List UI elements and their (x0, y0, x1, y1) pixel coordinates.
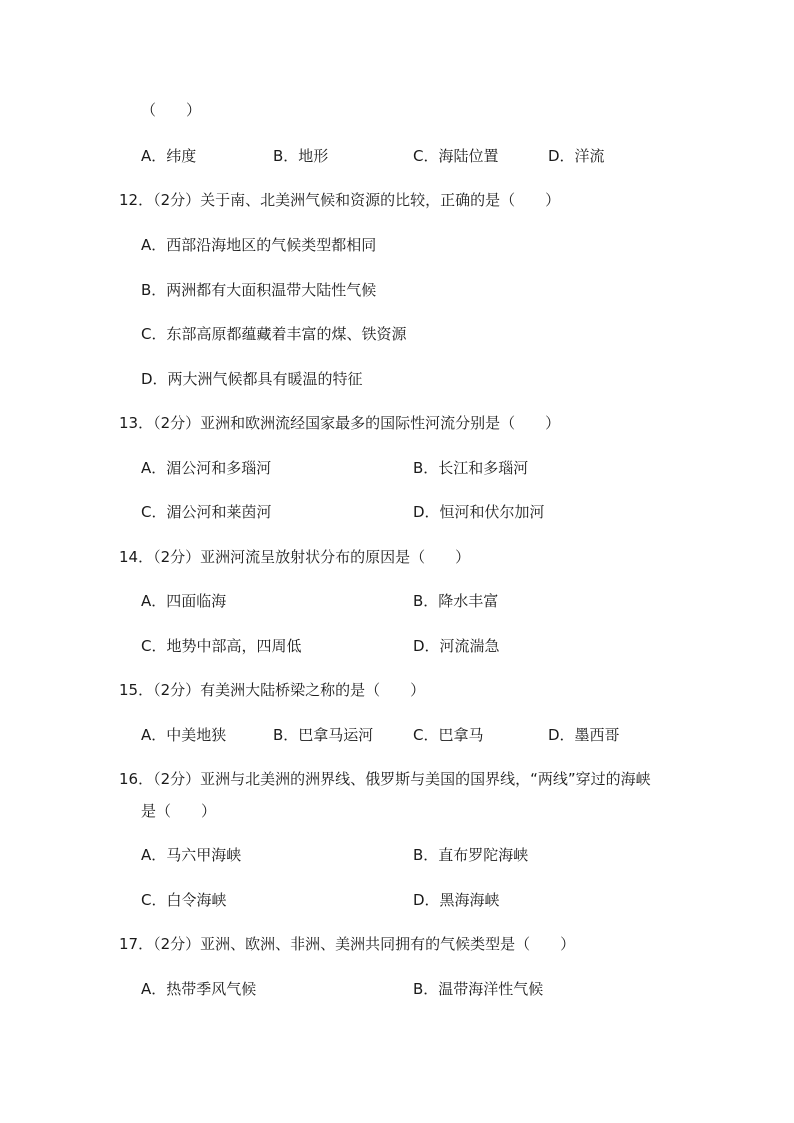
q13-stem: 13．（2分）亚洲和欧洲流经国家最多的国际性河流分别是（ ） (119, 414, 561, 432)
q13-option-c: C．湄公河和莱茵河 (141, 503, 272, 521)
q16-option-a: A．马六甲海峡 (141, 846, 242, 864)
q12-option-d: D．两大洲气候都具有暖温的特征 (141, 370, 363, 388)
q11-option-a: A．纬度 (141, 147, 197, 165)
q13-option-a: A．湄公河和多瑙河 (141, 459, 272, 477)
q15-option-d: D．墨西哥 (548, 726, 620, 744)
q15-option-c: C．巴拿马 (413, 726, 484, 744)
q17-stem: 17．（2分）亚洲、欧洲、非洲、美洲共同拥有的气候类型是（ ） (119, 935, 576, 953)
q13-option-b: B．长江和多瑙河 (413, 459, 529, 477)
q17-option-a: A．热带季风气候 (141, 980, 257, 998)
q12-option-c: C．东部高原都蕴藏着丰富的煤、铁资源 (141, 325, 407, 343)
q14-option-c: C．地势中部高，四周低 (141, 637, 302, 655)
q11-option-c: C．海陆位置 (413, 147, 499, 165)
q15-option-b: B．巴拿马运河 (273, 726, 374, 744)
q14-option-b: B．降水丰富 (413, 592, 499, 610)
q12-option-b: B．两洲都有大面积温带大陆性气候 (141, 281, 377, 299)
q14-stem: 14．（2分）亚洲河流呈放射状分布的原因是（ ） (119, 548, 471, 566)
q16-option-b: B．直布罗陀海峡 (413, 846, 529, 864)
q11-option-d: D．洋流 (548, 147, 605, 165)
q17-option-b: B．温带海洋性气候 (413, 980, 544, 998)
q13-option-d: D．恒河和伏尔加河 (413, 503, 545, 521)
q14-option-a: A．四面临海 (141, 592, 227, 610)
q16-stem-line1: 16．（2分）亚洲与北美洲的洲界线、俄罗斯与美国的国界线，“两线”穿过的海峡 (119, 770, 651, 788)
q16-option-d: D．黑海海峡 (413, 891, 500, 909)
q11-stem-tail: （ ） (141, 101, 202, 119)
q12-option-a: A．西部沿海地区的气候类型都相同 (141, 236, 377, 254)
q11-option-b: B．地形 (273, 147, 329, 165)
q16-option-c: C．白令海峡 (141, 891, 227, 909)
q14-option-d: D．河流湍急 (413, 637, 500, 655)
q12-stem: 12．（2分）关于南、北美洲气候和资源的比较，正确的是（ ） (119, 191, 561, 209)
q15-option-a: A．中美地狭 (141, 726, 227, 744)
q15-stem: 15．（2分）有美洲大陆桥梁之称的是（ ） (119, 681, 426, 699)
q16-stem-line2: 是（ ） (141, 802, 217, 820)
